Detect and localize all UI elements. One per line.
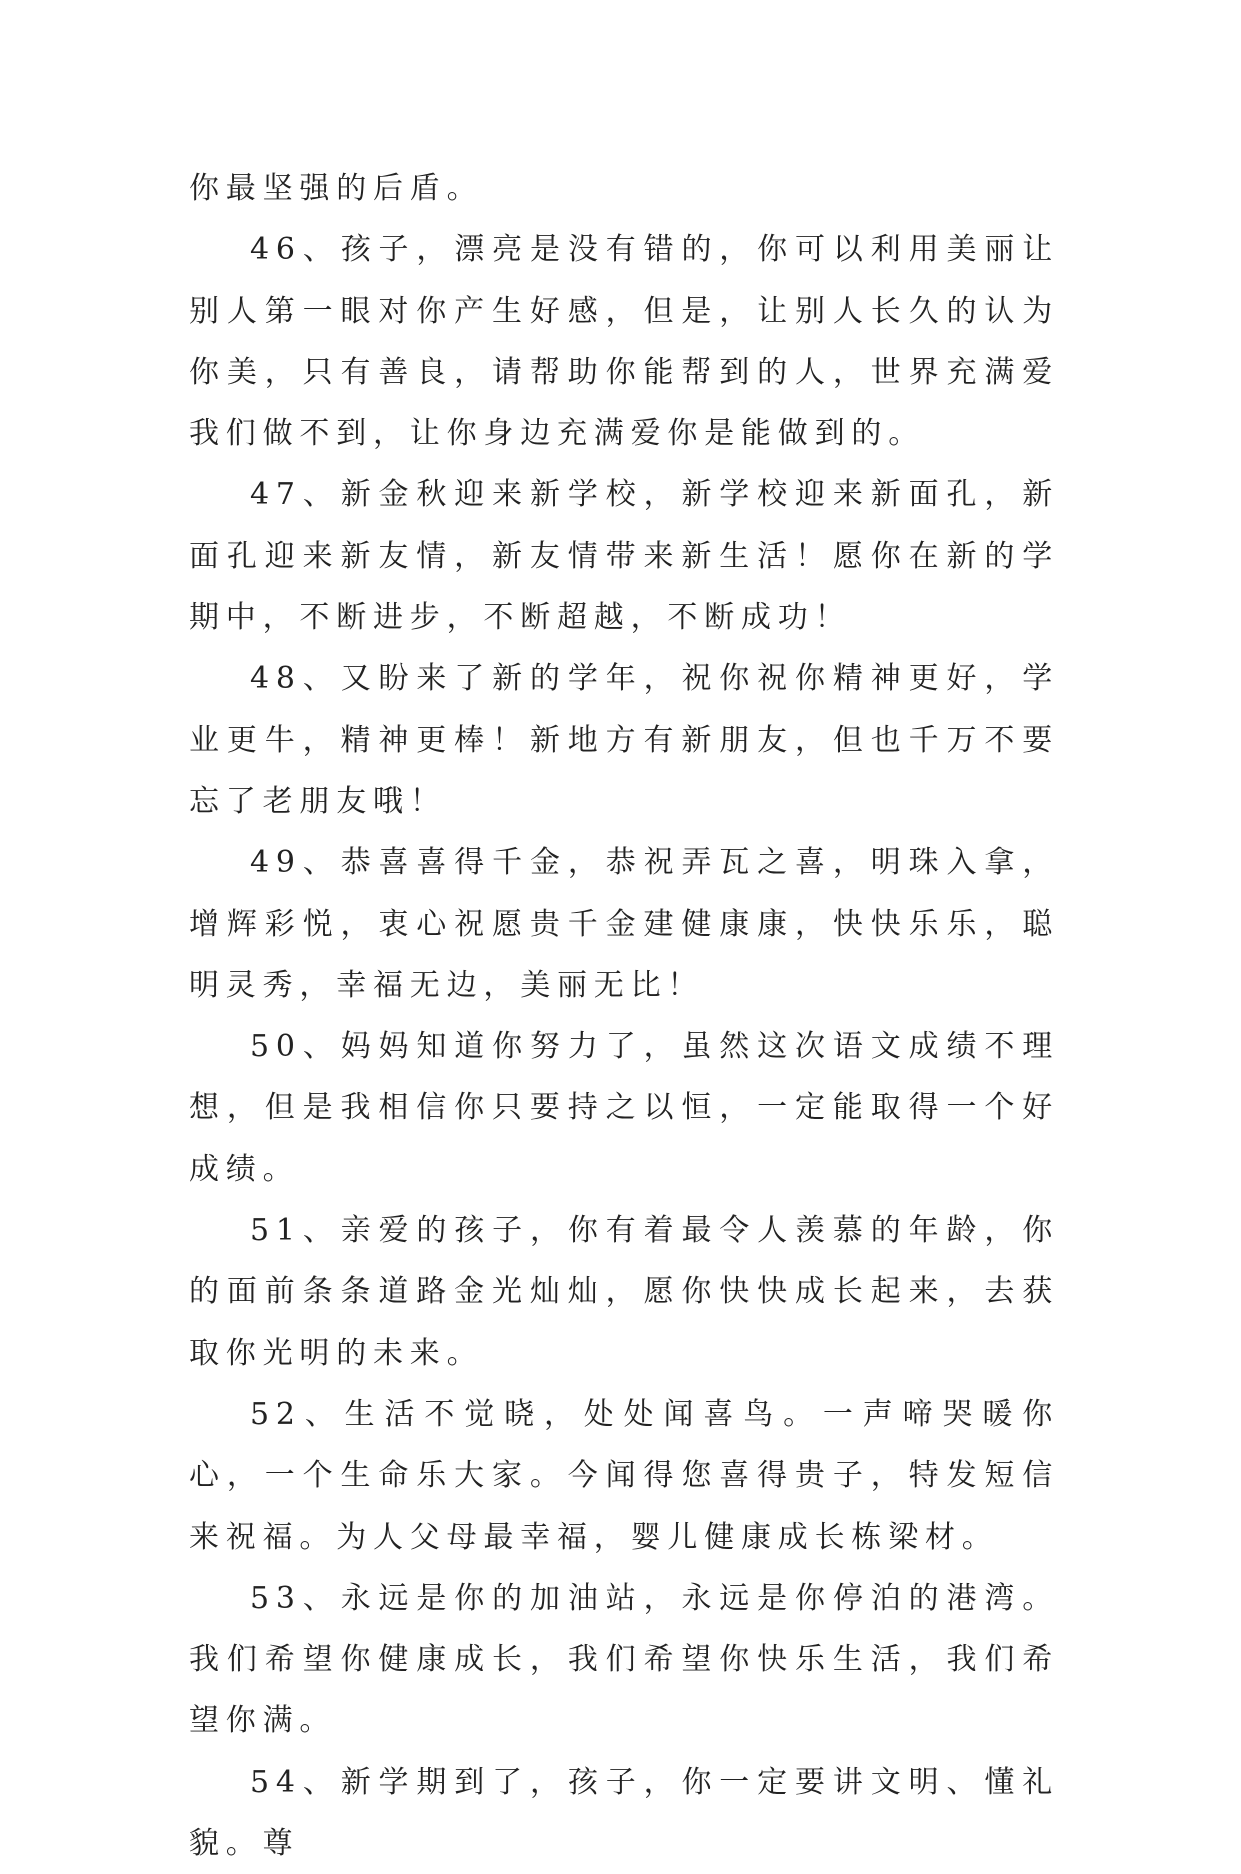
paragraph-item-54: 54、新学期到了，孩子，你一定要讲文明、懂礼貌。尊	[189, 1764, 1059, 1862]
paragraph-item-46: 46、孩子，漂亮是没有错的，你可以利用美丽让别人第一眼对你产生好感，但是，让别人长久的认为你美，只有善良，请帮助你能帮到的人，世界充满爱我们做不到，让你身边充满爱你是能做到的。	[189, 232, 1059, 452]
paragraph-item-53: 53、永远是你的加油站，永远是你停泊的港湾。我们希望你健康成长，我们希望你快乐生活，我们希望你满。	[189, 1580, 1059, 1739]
document-body	[189, 158, 1059, 1874]
paragraph-item-51: 51、亲爱的孩子，你有着最令人羡慕的年龄，你的面前条条道路金光灿灿，愿你快快成长起来，去获取你光明的未来。	[189, 1213, 1059, 1371]
paragraph-item-52: 52、生活不觉晓，处处闻喜鸟。一声啼哭暖你心，一个生命乐大家。今闻得您喜得贵子，特发短信来祝福。为人父母最幸福，婴儿健康成长栋梁材。	[189, 1396, 1059, 1555]
paragraph-item-50: 50、妈妈知道你努力了，虽然这次语文成绩不理想，但是我相信你只要持之以恒，一定能取得一个好成绩。	[189, 1029, 1059, 1187]
paragraph-item-49: 49、恭喜喜得千金，恭祝弄瓦之喜，明珠入拿，增辉彩悦，衷心祝愿贵千金建健康康，快快乐乐，聪明灵秀，幸福无边，美丽无比！	[189, 845, 1059, 1003]
paragraph-item-47: 47、新金秋迎来新学校，新学校迎来新面孔，新面孔迎来新友情，新友情带来新生活！愿你在新的学期中，不断进步，不断超越，不断成功！	[189, 477, 1059, 636]
paragraph-item-48: 48、又盼来了新的学年，祝你祝你精神更好，学业更牛，精神更棒！新地方有新朋友，但也千万不要忘了老朋友哦！	[189, 661, 1059, 819]
paragraph-continuation: 你最坚强的后盾。	[189, 171, 484, 206]
